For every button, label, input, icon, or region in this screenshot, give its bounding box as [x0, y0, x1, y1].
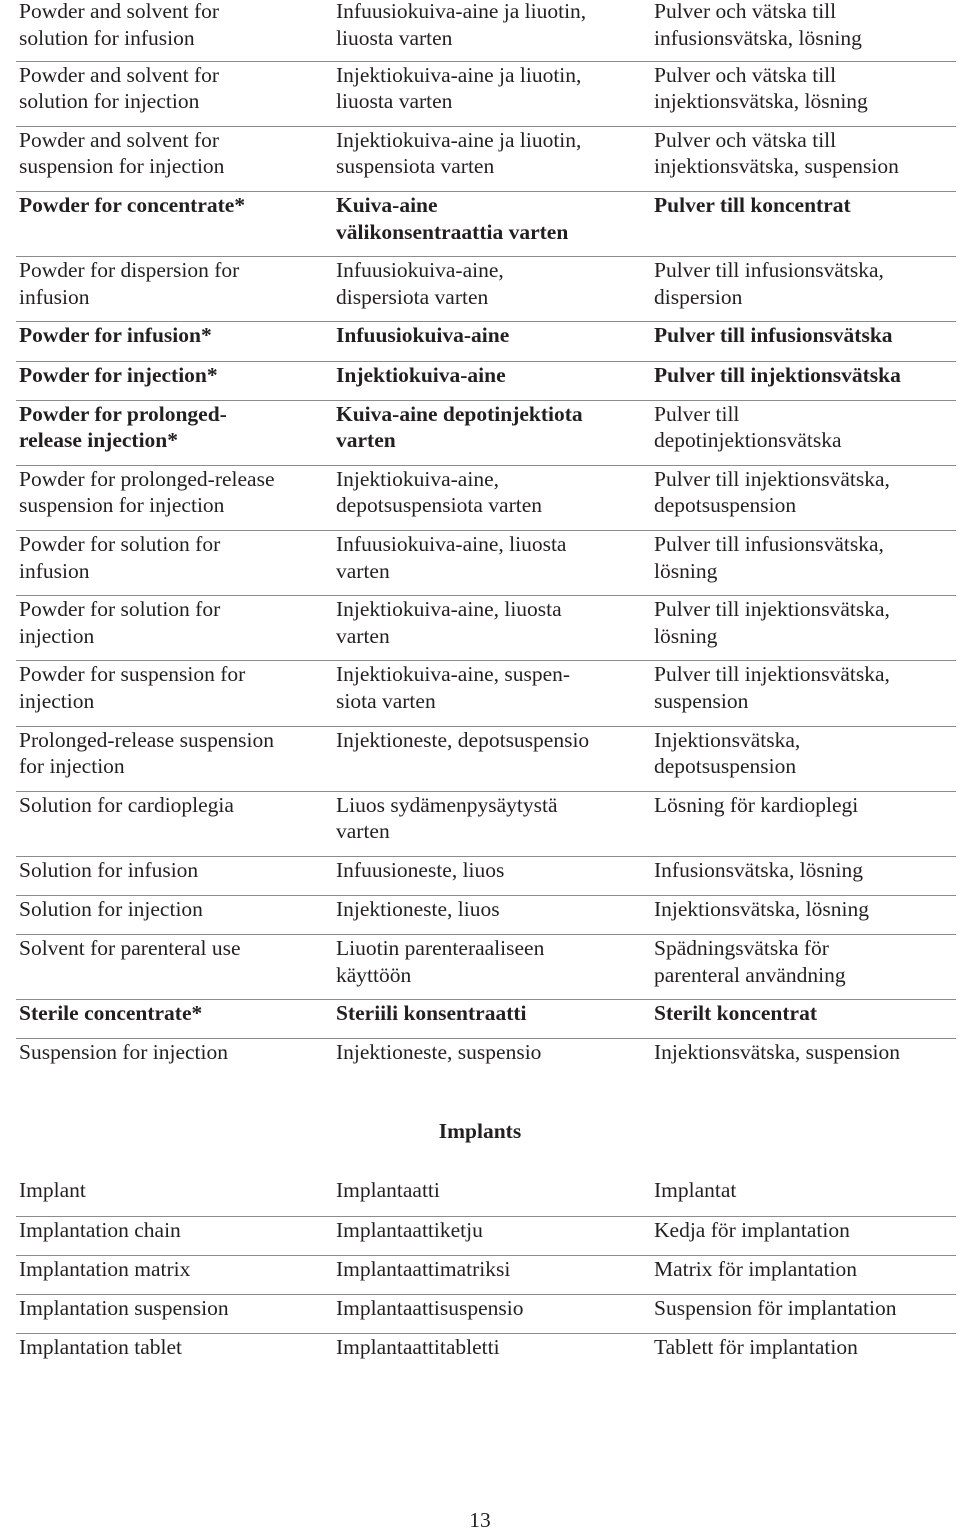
finnish-term: Infuusiokuiva-aine ja liuotin, liuosta varten — [333, 0, 651, 61]
table-row — [16, 531, 956, 596]
swedish-term: Pulver och vätska till injektionsvätska, suspension — [651, 126, 956, 191]
table-row — [16, 1177, 956, 1216]
table-row — [16, 1216, 956, 1255]
finnish-term: Infuusiokuiva-aine, liuosta varten — [333, 531, 651, 596]
table-row — [16, 1255, 956, 1294]
swedish-term: Infusionsvätska, lösning — [651, 856, 956, 895]
english-term: Powder for prolonged- release injection* — [16, 400, 333, 465]
finnish-term: Liuotin parenteraaliseen käyttöön — [333, 935, 651, 1000]
swedish-term: Tablett för implantation — [654, 1334, 858, 1359]
finnish-term: Liuos sydämenpysäytystä varten — [333, 791, 651, 856]
swedish-term: Pulver till infusionsvätska, lösning — [651, 531, 956, 596]
finnish-term: Kuiva-aine depotinjektiota varten — [333, 400, 651, 465]
finnish-term: Injektiokuiva-aine, suspen- siota varten — [333, 661, 651, 726]
section-title-implants: Implants — [438, 1119, 522, 1143]
table-row — [16, 935, 956, 1000]
table-row — [16, 1000, 956, 1039]
english-term: Prolonged-release suspension for injection — [16, 726, 333, 791]
table-row — [16, 661, 956, 726]
english-term: Implantation chain — [16, 1216, 333, 1255]
finnish-term: Injektioneste, depotsuspensio — [333, 726, 651, 791]
finnish-term: Injektiokuiva-aine ja liuotin, suspensiota varten — [333, 126, 651, 191]
english-term: Powder and solvent for solution for infusion — [16, 0, 333, 61]
english-term: Powder for dispersion for infusion — [16, 257, 333, 322]
table-row — [16, 465, 956, 530]
english-term: Powder for prolonged-release suspension for injection — [16, 465, 333, 530]
table-row — [16, 1333, 956, 1372]
english-term: Powder for concentrate* — [16, 192, 333, 257]
page-number: 13 — [469, 1508, 491, 1532]
finnish-term: Implantaattiketju — [333, 1216, 651, 1255]
table-row — [16, 400, 956, 465]
table-row — [16, 1039, 956, 1078]
finnish-term: Implantaattimatriksi — [333, 1255, 651, 1294]
swedish-term: Pulver till infusionsvätska, dispersion — [651, 257, 956, 322]
english-term: Solution for cardioplegia — [16, 791, 333, 856]
finnish-term: Injektiokuiva-aine, liuosta varten — [333, 596, 651, 661]
table-row — [16, 126, 956, 191]
english-term: Solution for infusion — [16, 856, 333, 895]
english-term: Powder for injection* — [16, 361, 333, 400]
english-term: Powder for infusion* — [16, 322, 333, 361]
swedish-term: Injektionsvätska, suspension — [654, 1040, 901, 1065]
english-term: Implantation matrix — [16, 1255, 333, 1294]
finnish-term: Steriili konsentraatti — [333, 1000, 651, 1039]
table-row — [16, 791, 956, 856]
swedish-term: Pulver till injektionsvätska, depotsuspension — [651, 465, 956, 530]
implants-terms-table — [16, 1177, 956, 1372]
finnish-term: Implantaatti — [333, 1177, 651, 1216]
english-term: Implantation suspension — [16, 1294, 333, 1333]
swedish-term: Suspension för implantation — [651, 1294, 956, 1333]
finnish-term: Infuusiokuiva-aine, dispersiota varten — [333, 257, 651, 322]
swedish-term: Implantat — [651, 1177, 956, 1216]
swedish-term: Pulver till depotinjektionsvätska — [651, 400, 956, 465]
finnish-term: Implantaattisuspensio — [333, 1294, 651, 1333]
swedish-term: Pulver till injektionsvätska, lösning — [651, 596, 956, 661]
english-term: Powder and solvent for suspension for injection — [16, 126, 333, 191]
finnish-term: Injektiokuiva-aine ja liuotin, liuosta varten — [333, 61, 651, 126]
finnish-term: Injektiokuiva-aine — [333, 361, 651, 400]
english-term: Powder and solvent for solution for injection — [16, 61, 333, 126]
swedish-term: Pulver till injektionsvätska, suspension — [651, 661, 956, 726]
english-term: Powder for solution for injection — [16, 596, 333, 661]
swedish-term: Pulver och vätska till infusionsvätska, lösning — [651, 0, 956, 61]
english-term: Implantation tablet — [19, 1334, 182, 1359]
table-row — [16, 0, 956, 61]
finnish-term: Infuusioneste, liuos — [333, 856, 651, 895]
table-row — [16, 726, 956, 791]
english-term: Implant — [16, 1177, 333, 1216]
swedish-term: Injektionsvätska, lösning — [651, 896, 956, 935]
swedish-term: Lösning för kardioplegi — [651, 791, 956, 856]
english-term: Solution for injection — [16, 896, 333, 935]
table-row — [16, 192, 956, 257]
table-row — [16, 322, 956, 361]
table-row — [16, 257, 956, 322]
table-row — [16, 856, 956, 895]
english-term: Suspension for injection — [19, 1040, 229, 1065]
swedish-term: Pulver och vätska till injektionsvätska, lösning — [651, 61, 956, 126]
finnish-term: Kuiva-aine välikonsentraattia varten — [333, 192, 651, 257]
swedish-term: Spädningsvätska för parenteral användning — [651, 935, 956, 1000]
english-term: Solvent for parenteral use — [16, 935, 333, 1000]
swedish-term: Sterilt koncentrat — [651, 1000, 956, 1039]
swedish-term: Pulver till infusionsvätska — [651, 322, 956, 361]
table-row — [16, 896, 956, 935]
finnish-term: Injektiokuiva-aine, depotsuspensiota varten — [333, 465, 651, 530]
table-row — [16, 361, 956, 400]
swedish-term: Matrix för implantation — [651, 1255, 956, 1294]
dosage-form-terms-table — [16, 0, 956, 1078]
table-row — [16, 1294, 956, 1333]
swedish-term: Pulver till koncentrat — [651, 192, 956, 257]
finnish-term: Infuusiokuiva-aine — [333, 322, 651, 361]
table-row — [16, 596, 956, 661]
swedish-term: Pulver till injektionsvätska — [651, 361, 956, 400]
table-row — [16, 61, 956, 126]
english-term: Sterile concentrate* — [16, 1000, 333, 1039]
swedish-term: Kedja för implantation — [651, 1216, 956, 1255]
english-term: Powder for suspension for injection — [16, 661, 333, 726]
finnish-term: Injektioneste, liuos — [333, 896, 651, 935]
swedish-term: Injektionsvätska, depotsuspension — [651, 726, 956, 791]
finnish-term: Implantaattitabletti — [336, 1334, 500, 1359]
english-term: Powder for solution for infusion — [16, 531, 333, 596]
finnish-term: Injektioneste, suspensio — [336, 1040, 542, 1065]
